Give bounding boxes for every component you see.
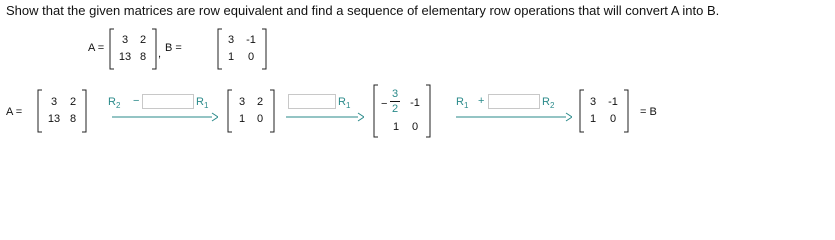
- given-matrix-a-brackets: [108, 28, 158, 70]
- m2-frac-bar: [390, 101, 400, 102]
- op3-row-label: $R_1$: [456, 96, 469, 110]
- chain-matrix-a: [36, 89, 88, 133]
- op1-arrow: [112, 112, 218, 122]
- given-comma: ,: [158, 48, 162, 60]
- given-matrix-a: [108, 28, 158, 70]
- m2-cell-22: 0: [411, 121, 419, 133]
- m3-cell-21: 1: [589, 113, 597, 125]
- m1-cell-22: 0: [256, 113, 264, 125]
- m1-cell-11: 3: [238, 96, 246, 108]
- given-b-cell-22: 0: [247, 51, 255, 63]
- chain-matrix-a-brackets: [36, 89, 88, 133]
- chain-matrix-1: [226, 89, 276, 133]
- op1-minus: −: [133, 95, 140, 107]
- m2-cell-21: 1: [392, 121, 400, 133]
- m1-cell-12: 2: [256, 96, 264, 108]
- m3-cell-22: 0: [609, 113, 617, 125]
- chain-matrix-1-brackets: [226, 89, 276, 133]
- given-a-cell-12: 2: [139, 34, 147, 46]
- m2-cell-12: -1: [410, 97, 420, 109]
- chain-a-cell-11: 3: [50, 96, 58, 108]
- chain-a-label: A =: [6, 106, 23, 118]
- given-b-cell-21: 1: [227, 51, 235, 63]
- op1-row-label: $R_2$: [108, 96, 121, 110]
- m2-frac-numerator: 3: [391, 88, 399, 100]
- op3-plus: +: [478, 95, 485, 107]
- op3-row2-label: $R_2$: [542, 96, 555, 110]
- chain-end-label: = B: [640, 106, 657, 118]
- given-b-cell-11: 3: [227, 34, 235, 46]
- m2-frac-denominator: 2: [391, 103, 399, 115]
- op3-multiplier-input[interactable]: [488, 94, 540, 109]
- op2-row-label: $R_1$: [338, 96, 351, 110]
- op1-multiplier-input[interactable]: [142, 94, 194, 109]
- given-b-label: B =: [165, 42, 182, 54]
- op3-arrow: [456, 112, 572, 122]
- chain-matrix-2: [372, 84, 432, 138]
- chain-a-cell-21: 13: [47, 113, 61, 125]
- m3-cell-11: 3: [589, 96, 597, 108]
- op1-row2-label: $R_1$: [196, 96, 209, 110]
- m2-cell-11-fraction: [390, 88, 400, 115]
- chain-a-cell-12: 2: [69, 96, 77, 108]
- given-a-cell-22: 8: [139, 51, 147, 63]
- given-b-cell-12: -1: [246, 34, 256, 46]
- chain-a-cell-22: 8: [69, 113, 77, 125]
- given-a-cell-21: 13: [118, 51, 132, 63]
- given-matrix-b: [216, 28, 268, 70]
- op2-multiplier-input[interactable]: [288, 94, 336, 109]
- chain-matrix-3: [578, 89, 630, 133]
- m2-frac-sign: −: [381, 98, 388, 110]
- given-a-cell-11: 3: [121, 34, 129, 46]
- problem-prompt: Show that the given matrices are row equivalent and find a sequence of elementary row operations that will convert A into B.: [6, 3, 720, 18]
- given-a-label: A =: [88, 42, 105, 54]
- m1-cell-21: 1: [238, 113, 246, 125]
- m3-cell-12: -1: [608, 96, 618, 108]
- op2-arrow: [286, 112, 364, 122]
